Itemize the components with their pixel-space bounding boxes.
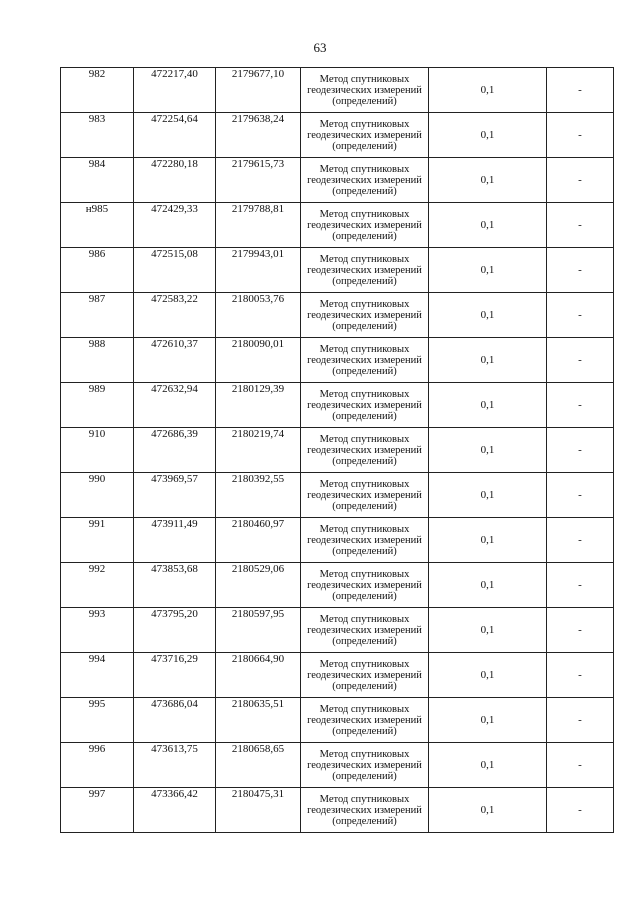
accuracy-cell: 0,1: [429, 518, 547, 563]
method-cell: [301, 338, 429, 383]
method-text-line: (определений): [332, 275, 397, 287]
method-text-line: (определений): [332, 95, 397, 107]
note-cell: -: [547, 383, 614, 428]
method-cell: [301, 203, 429, 248]
accuracy-cell: 0,1: [429, 788, 547, 833]
method-text-line: (определений): [332, 815, 397, 827]
point-number-cell: 990: [61, 473, 134, 518]
x-coordinate-cell: 472515,08: [134, 248, 216, 293]
method-text-line: геодезических измерений: [307, 669, 422, 681]
method-text-line: Метод спутниковых: [319, 73, 410, 85]
note-cell: -: [547, 788, 614, 833]
point-number-cell: 997: [61, 788, 134, 833]
y-coordinate-cell: 2179677,10: [216, 68, 301, 113]
method-text-line: геодезических измерений: [307, 714, 422, 726]
method-text-line: геодезических измерений: [307, 579, 422, 591]
x-coordinate-cell: 472686,39: [134, 428, 216, 473]
method-text-line: Метод спутниковых: [319, 658, 410, 670]
y-coordinate-cell: 2180475,31: [216, 788, 301, 833]
method-text-line: геодезических измерений: [307, 174, 422, 186]
table-row: [61, 473, 614, 518]
note-cell: -: [547, 248, 614, 293]
method-cell: [301, 68, 429, 113]
method-text-line: геодезических измерений: [307, 804, 422, 816]
x-coordinate-cell: 473686,04: [134, 698, 216, 743]
method-text-line: (определений): [332, 770, 397, 782]
note-cell: -: [547, 518, 614, 563]
y-coordinate-cell: 2179615,73: [216, 158, 301, 203]
x-coordinate-cell: 473969,57: [134, 473, 216, 518]
note-cell: -: [547, 293, 614, 338]
x-coordinate-cell: 472254,64: [134, 113, 216, 158]
x-coordinate-cell: 473613,75: [134, 743, 216, 788]
method-text-line: (определений): [332, 185, 397, 197]
method-text-line: (определений): [332, 590, 397, 602]
accuracy-cell: 0,1: [429, 608, 547, 653]
method-cell: [301, 563, 429, 608]
y-coordinate-cell: 2179638,24: [216, 113, 301, 158]
method-text-line: Метод спутниковых: [319, 388, 410, 400]
point-number-cell: н985: [61, 203, 134, 248]
table-row: [61, 653, 614, 698]
method-text-line: (определений): [332, 455, 397, 467]
x-coordinate-cell: 472583,22: [134, 293, 216, 338]
table-row: [61, 428, 614, 473]
accuracy-cell: 0,1: [429, 428, 547, 473]
table-row: [61, 68, 614, 113]
method-text-line: (определений): [332, 680, 397, 692]
point-number-cell: 989: [61, 383, 134, 428]
x-coordinate-cell: 473911,49: [134, 518, 216, 563]
method-text-line: геодезических измерений: [307, 759, 422, 771]
table-row: [61, 248, 614, 293]
note-cell: -: [547, 428, 614, 473]
point-number-cell: 993: [61, 608, 134, 653]
note-cell: -: [547, 203, 614, 248]
table-row: [61, 203, 614, 248]
accuracy-cell: 0,1: [429, 473, 547, 518]
table-row: [61, 158, 614, 203]
page-number: 63: [313, 40, 327, 55]
point-number-cell: 994: [61, 653, 134, 698]
y-coordinate-cell: 2180392,55: [216, 473, 301, 518]
accuracy-cell: 0,1: [429, 383, 547, 428]
method-text-line: геодезических измерений: [307, 84, 422, 96]
method-cell: [301, 428, 429, 473]
accuracy-cell: 0,1: [429, 743, 547, 788]
y-coordinate-cell: 2180664,90: [216, 653, 301, 698]
x-coordinate-cell: 472429,33: [134, 203, 216, 248]
note-cell: -: [547, 338, 614, 383]
method-text-line: Метод спутниковых: [319, 478, 410, 490]
y-coordinate-cell: 2180635,51: [216, 698, 301, 743]
y-coordinate-cell: 2180129,39: [216, 383, 301, 428]
method-cell: [301, 698, 429, 743]
note-cell: -: [547, 113, 614, 158]
point-number-cell: 988: [61, 338, 134, 383]
note-cell: -: [547, 608, 614, 653]
x-coordinate-cell: 472280,18: [134, 158, 216, 203]
coordinates-table: [60, 67, 614, 833]
x-coordinate-cell: 472632,94: [134, 383, 216, 428]
accuracy-cell: 0,1: [429, 113, 547, 158]
method-text-line: Метод спутниковых: [319, 748, 410, 760]
accuracy-cell: 0,1: [429, 203, 547, 248]
table-row: [61, 698, 614, 743]
accuracy-cell: 0,1: [429, 653, 547, 698]
note-cell: -: [547, 158, 614, 203]
method-text-line: геодезических измерений: [307, 309, 422, 321]
method-text-line: Метод спутниковых: [319, 253, 410, 265]
y-coordinate-cell: 2180090,01: [216, 338, 301, 383]
method-text-line: Метод спутниковых: [319, 568, 410, 580]
note-cell: -: [547, 698, 614, 743]
y-coordinate-cell: 2180658,65: [216, 743, 301, 788]
accuracy-cell: 0,1: [429, 158, 547, 203]
table-row: [61, 788, 614, 833]
y-coordinate-cell: 2180460,97: [216, 518, 301, 563]
method-cell: [301, 653, 429, 698]
note-cell: -: [547, 68, 614, 113]
method-text-line: геодезических измерений: [307, 534, 422, 546]
method-cell: [301, 248, 429, 293]
coordinates-table-body: [61, 68, 614, 833]
point-number-cell: 910: [61, 428, 134, 473]
method-text-line: геодезических измерений: [307, 264, 422, 276]
method-text-line: Метод спутниковых: [319, 793, 410, 805]
y-coordinate-cell: 2180529,06: [216, 563, 301, 608]
x-coordinate-cell: 473366,42: [134, 788, 216, 833]
method-text-line: геодезических измерений: [307, 489, 422, 501]
x-coordinate-cell: 472610,37: [134, 338, 216, 383]
table-row: [61, 293, 614, 338]
method-text-line: Метод спутниковых: [319, 208, 410, 220]
method-text-line: (определений): [332, 410, 397, 422]
note-cell: -: [547, 473, 614, 518]
method-text-line: (определений): [332, 725, 397, 737]
table-row: [61, 383, 614, 428]
y-coordinate-cell: 2180053,76: [216, 293, 301, 338]
table-row: [61, 338, 614, 383]
point-number-cell: 995: [61, 698, 134, 743]
accuracy-cell: 0,1: [429, 698, 547, 743]
method-text-line: Метод спутниковых: [319, 118, 410, 130]
method-text-line: геодезических измерений: [307, 624, 422, 636]
method-text-line: геодезических измерений: [307, 354, 422, 366]
point-number-cell: 992: [61, 563, 134, 608]
point-number-cell: 986: [61, 248, 134, 293]
y-coordinate-cell: 2179788,81: [216, 203, 301, 248]
note-cell: -: [547, 743, 614, 788]
method-text-line: (определений): [332, 140, 397, 152]
method-cell: [301, 383, 429, 428]
method-text-line: Метод спутниковых: [319, 343, 410, 355]
point-number-cell: 982: [61, 68, 134, 113]
method-text-line: Метод спутниковых: [319, 613, 410, 625]
method-text-line: Метод спутниковых: [319, 433, 410, 445]
y-coordinate-cell: 2179943,01: [216, 248, 301, 293]
accuracy-cell: 0,1: [429, 293, 547, 338]
method-text-line: (определений): [332, 230, 397, 242]
table-row: [61, 608, 614, 653]
accuracy-cell: 0,1: [429, 248, 547, 293]
y-coordinate-cell: 2180219,74: [216, 428, 301, 473]
method-text-line: Метод спутниковых: [319, 523, 410, 535]
method-text-line: Метод спутниковых: [319, 298, 410, 310]
point-number-cell: 983: [61, 113, 134, 158]
x-coordinate-cell: 472217,40: [134, 68, 216, 113]
table-row: [61, 518, 614, 563]
point-number-cell: 996: [61, 743, 134, 788]
method-text-line: (определений): [332, 320, 397, 332]
table-row: [61, 113, 614, 158]
point-number-cell: 991: [61, 518, 134, 563]
point-number-cell: 984: [61, 158, 134, 203]
method-text-line: Метод спутниковых: [319, 163, 410, 175]
method-text-line: геодезических измерений: [307, 219, 422, 231]
method-cell: [301, 518, 429, 563]
method-cell: [301, 743, 429, 788]
point-number-cell: 987: [61, 293, 134, 338]
method-text-line: (определений): [332, 545, 397, 557]
method-cell: [301, 473, 429, 518]
x-coordinate-cell: 473716,29: [134, 653, 216, 698]
x-coordinate-cell: 473795,20: [134, 608, 216, 653]
method-text-line: (определений): [332, 500, 397, 512]
method-text-line: геодезических измерений: [307, 444, 422, 456]
accuracy-cell: 0,1: [429, 563, 547, 608]
method-text-line: геодезических измерений: [307, 129, 422, 141]
method-cell: [301, 293, 429, 338]
method-cell: [301, 113, 429, 158]
method-cell: [301, 608, 429, 653]
note-cell: -: [547, 653, 614, 698]
method-cell: [301, 788, 429, 833]
table-row: [61, 743, 614, 788]
x-coordinate-cell: 473853,68: [134, 563, 216, 608]
method-cell: [301, 158, 429, 203]
accuracy-cell: 0,1: [429, 338, 547, 383]
method-text-line: геодезических измерений: [307, 399, 422, 411]
method-text-line: Метод спутниковых: [319, 703, 410, 715]
accuracy-cell: 0,1: [429, 68, 547, 113]
method-text-line: (определений): [332, 365, 397, 377]
y-coordinate-cell: 2180597,95: [216, 608, 301, 653]
method-text-line: (определений): [332, 635, 397, 647]
note-cell: -: [547, 563, 614, 608]
table-row: [61, 563, 614, 608]
